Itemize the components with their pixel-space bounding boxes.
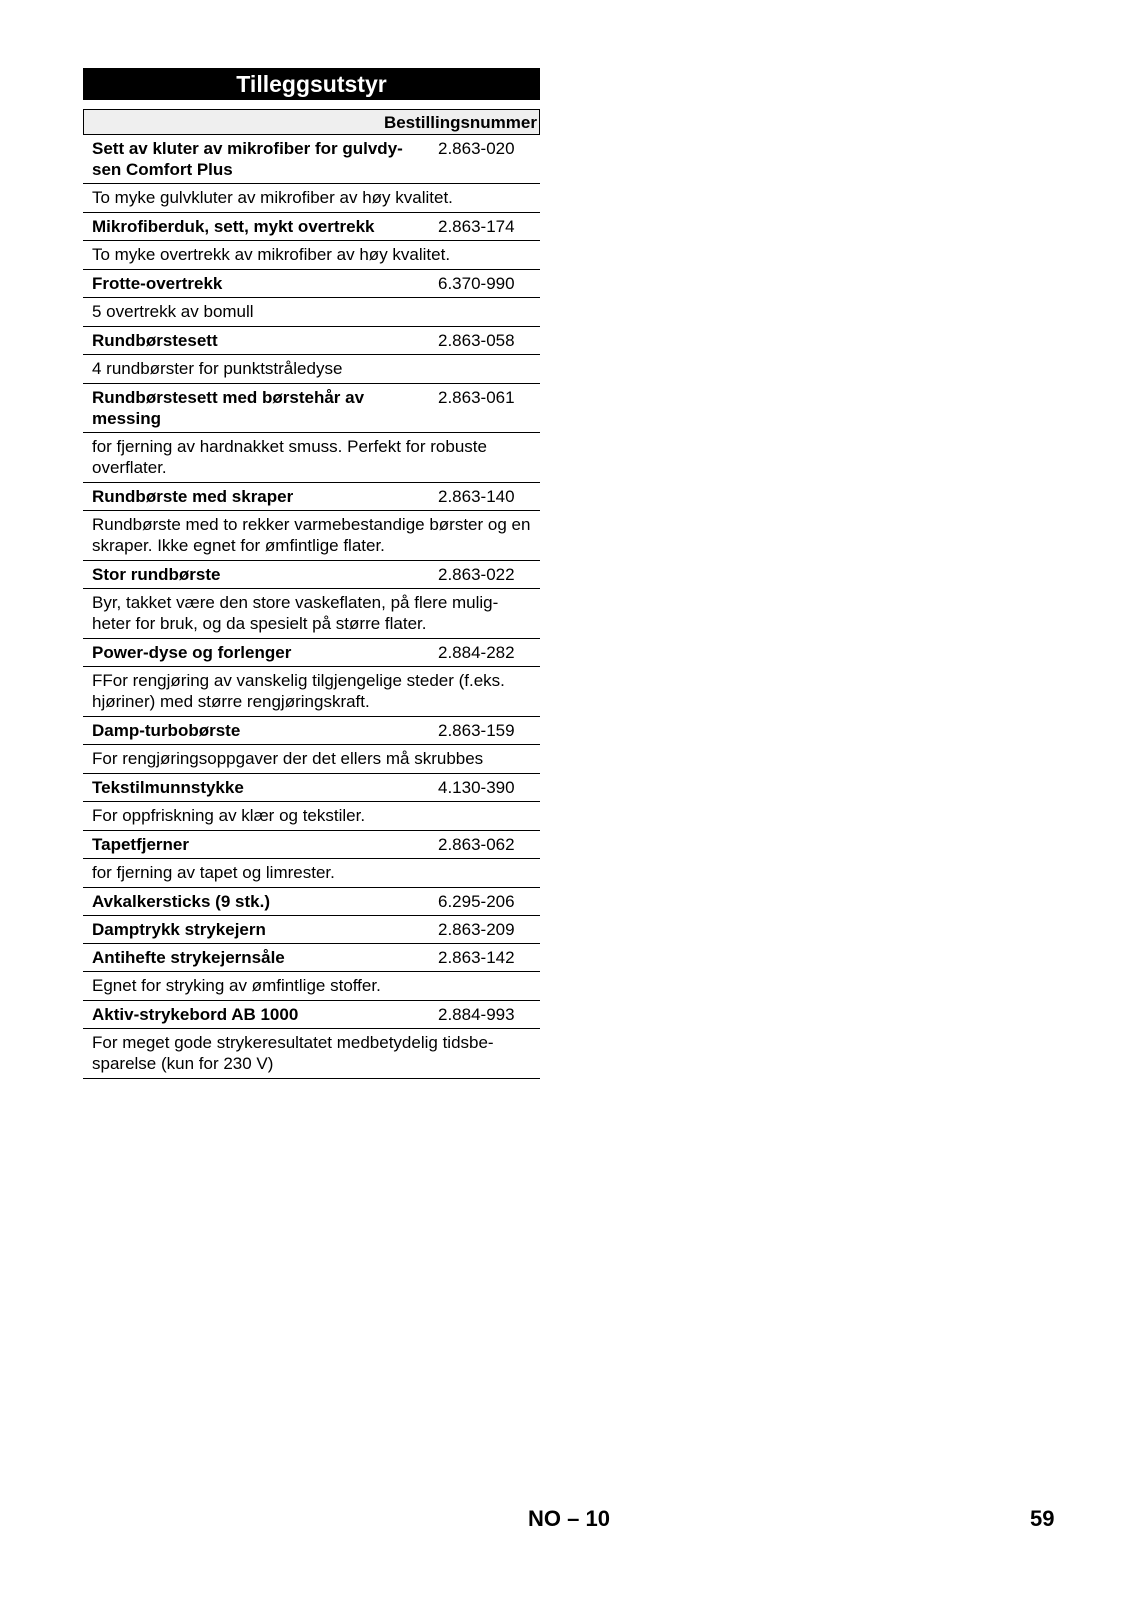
accessory-entry xyxy=(83,213,540,270)
accessory-description: FFor rengjøring av vanskelig tilgjengelige steder (f.eks. hjøriner) med større rengjøringskraft. xyxy=(83,666,540,716)
accessory-description: Rundbørste med to rekker varmebestandige børster og en skraper. Ikke egnet for ømfintlige flater. xyxy=(83,510,540,560)
accessory-description: Egnet for stryking av ømfintlige stoffer. xyxy=(83,971,540,1000)
accessory-entry-head xyxy=(83,888,540,915)
accessory-name: Rundbørstesett med børstehår av messing xyxy=(92,388,365,428)
accessory-order-number: 2.863-209 xyxy=(438,920,515,939)
accessory-name: Tekstilmunnstykke xyxy=(92,778,244,797)
accessory-entry xyxy=(83,384,540,483)
accessory-entry-head xyxy=(83,717,540,744)
accessory-name: Damptrykk strykejern xyxy=(92,920,266,939)
accessory-entry xyxy=(83,561,540,639)
accessory-name: Sett av kluter av mikrofiber for gulvdy-sen Comfort Plus xyxy=(92,139,403,179)
accessory-description: To myke gulvkluter av mikrofiber av høy kvalitet. xyxy=(83,183,540,212)
accessory-entry-head xyxy=(83,561,540,588)
accessory-order-number: 4.130-390 xyxy=(438,778,515,797)
accessory-order-number: 2.863-174 xyxy=(438,217,515,236)
accessory-order-number: 2.884-282 xyxy=(438,643,515,662)
accessory-entry xyxy=(83,1001,540,1079)
accessory-entry-head xyxy=(83,213,540,240)
accessory-name: Power-dyse og forlenger xyxy=(92,643,292,662)
accessory-order-number: 2.863-061 xyxy=(438,388,515,407)
accessory-entry-head xyxy=(83,327,540,354)
accessory-entry-head xyxy=(83,916,540,943)
accessory-name: Rundbørstesett xyxy=(92,331,218,350)
accessory-entry-head xyxy=(83,639,540,666)
accessory-list xyxy=(83,135,540,1079)
accessory-description: for fjerning av hardnakket smuss. Perfekt for robuste overflater. xyxy=(83,432,540,482)
accessory-entry xyxy=(83,135,540,213)
accessory-entry xyxy=(83,270,540,327)
accessory-description: For oppfriskning av klær og tekstiler. xyxy=(83,801,540,830)
footer-page-number: 59 xyxy=(1030,1506,1055,1531)
accessory-name: Damp-turbobørste xyxy=(92,721,241,740)
accessory-entry-head xyxy=(83,135,540,183)
accessory-description: For meget gode strykeresultatet medbetydelig tidsbe-sparelse (kun for 230 V) xyxy=(83,1028,540,1078)
accessory-name: Stor rundbørste xyxy=(92,565,221,584)
accessory-name: Aktiv-strykebord AB 1000 xyxy=(92,1005,299,1024)
accessory-entry xyxy=(83,327,540,384)
accessory-entry xyxy=(83,888,540,916)
accessory-description: for fjerning av tapet og limrester. xyxy=(83,858,540,887)
accessory-entry xyxy=(83,831,540,888)
accessory-description: Byr, takket være den store vaskeflaten, på flere mulig-heter for bruk, og da spesielt på større flater. xyxy=(83,588,540,638)
accessory-order-number: 2.863-058 xyxy=(438,331,515,350)
accessory-entry xyxy=(83,483,540,561)
accessory-order-number: 2.863-020 xyxy=(438,139,515,158)
accessory-order-number: 2.863-022 xyxy=(438,565,515,584)
accessory-entry xyxy=(83,944,540,1001)
accessory-description: 5 overtrekk av bomull xyxy=(83,297,540,326)
section-title: Tilleggsutstyr xyxy=(83,68,540,100)
accessory-entry-head xyxy=(83,384,540,432)
accessory-name: Tapetfjerner xyxy=(92,835,189,854)
accessory-order-number: 2.863-062 xyxy=(438,835,515,854)
accessory-name: Avkalkersticks (9 stk.) xyxy=(92,892,270,911)
accessory-entry-head xyxy=(83,270,540,297)
accessory-order-number: 2.863-140 xyxy=(438,487,515,506)
accessory-entry xyxy=(83,916,540,944)
accessory-entry-head xyxy=(83,831,540,858)
order-number-column-header: Bestillingsnummer xyxy=(83,109,540,135)
accessory-name: Frotte-overtrekk xyxy=(92,274,223,293)
accessory-description: 4 rundbørster for punktstråledyse xyxy=(83,354,540,383)
accessory-order-number: 6.370-990 xyxy=(438,274,515,293)
accessory-entry-head xyxy=(83,944,540,971)
accessory-name: Rundbørste med skraper xyxy=(92,487,294,506)
accessory-entry-head xyxy=(83,1001,540,1028)
accessory-order-number: 2.863-159 xyxy=(438,721,515,740)
accessory-order-number: 2.863-142 xyxy=(438,948,515,967)
accessory-order-number: 6.295-206 xyxy=(438,892,515,911)
accessory-entry xyxy=(83,639,540,717)
accessory-name: Antihefte strykejernsåle xyxy=(92,948,285,967)
accessory-entry-head xyxy=(83,483,540,510)
accessory-entry-head xyxy=(83,774,540,801)
accessory-entry xyxy=(83,717,540,774)
accessory-description: To myke overtrekk av mikrofiber av høy kvalitet. xyxy=(83,240,540,269)
accessories-section xyxy=(83,68,540,1079)
accessory-entry xyxy=(83,774,540,831)
accessory-order-number: 2.884-993 xyxy=(438,1005,515,1024)
footer-language-code: NO – 10 xyxy=(528,1506,610,1531)
accessory-description: For rengjøringsoppgaver der det ellers må skrubbes xyxy=(83,744,540,773)
accessory-name: Mikrofiberduk, sett, mykt overtrekk xyxy=(92,217,375,236)
